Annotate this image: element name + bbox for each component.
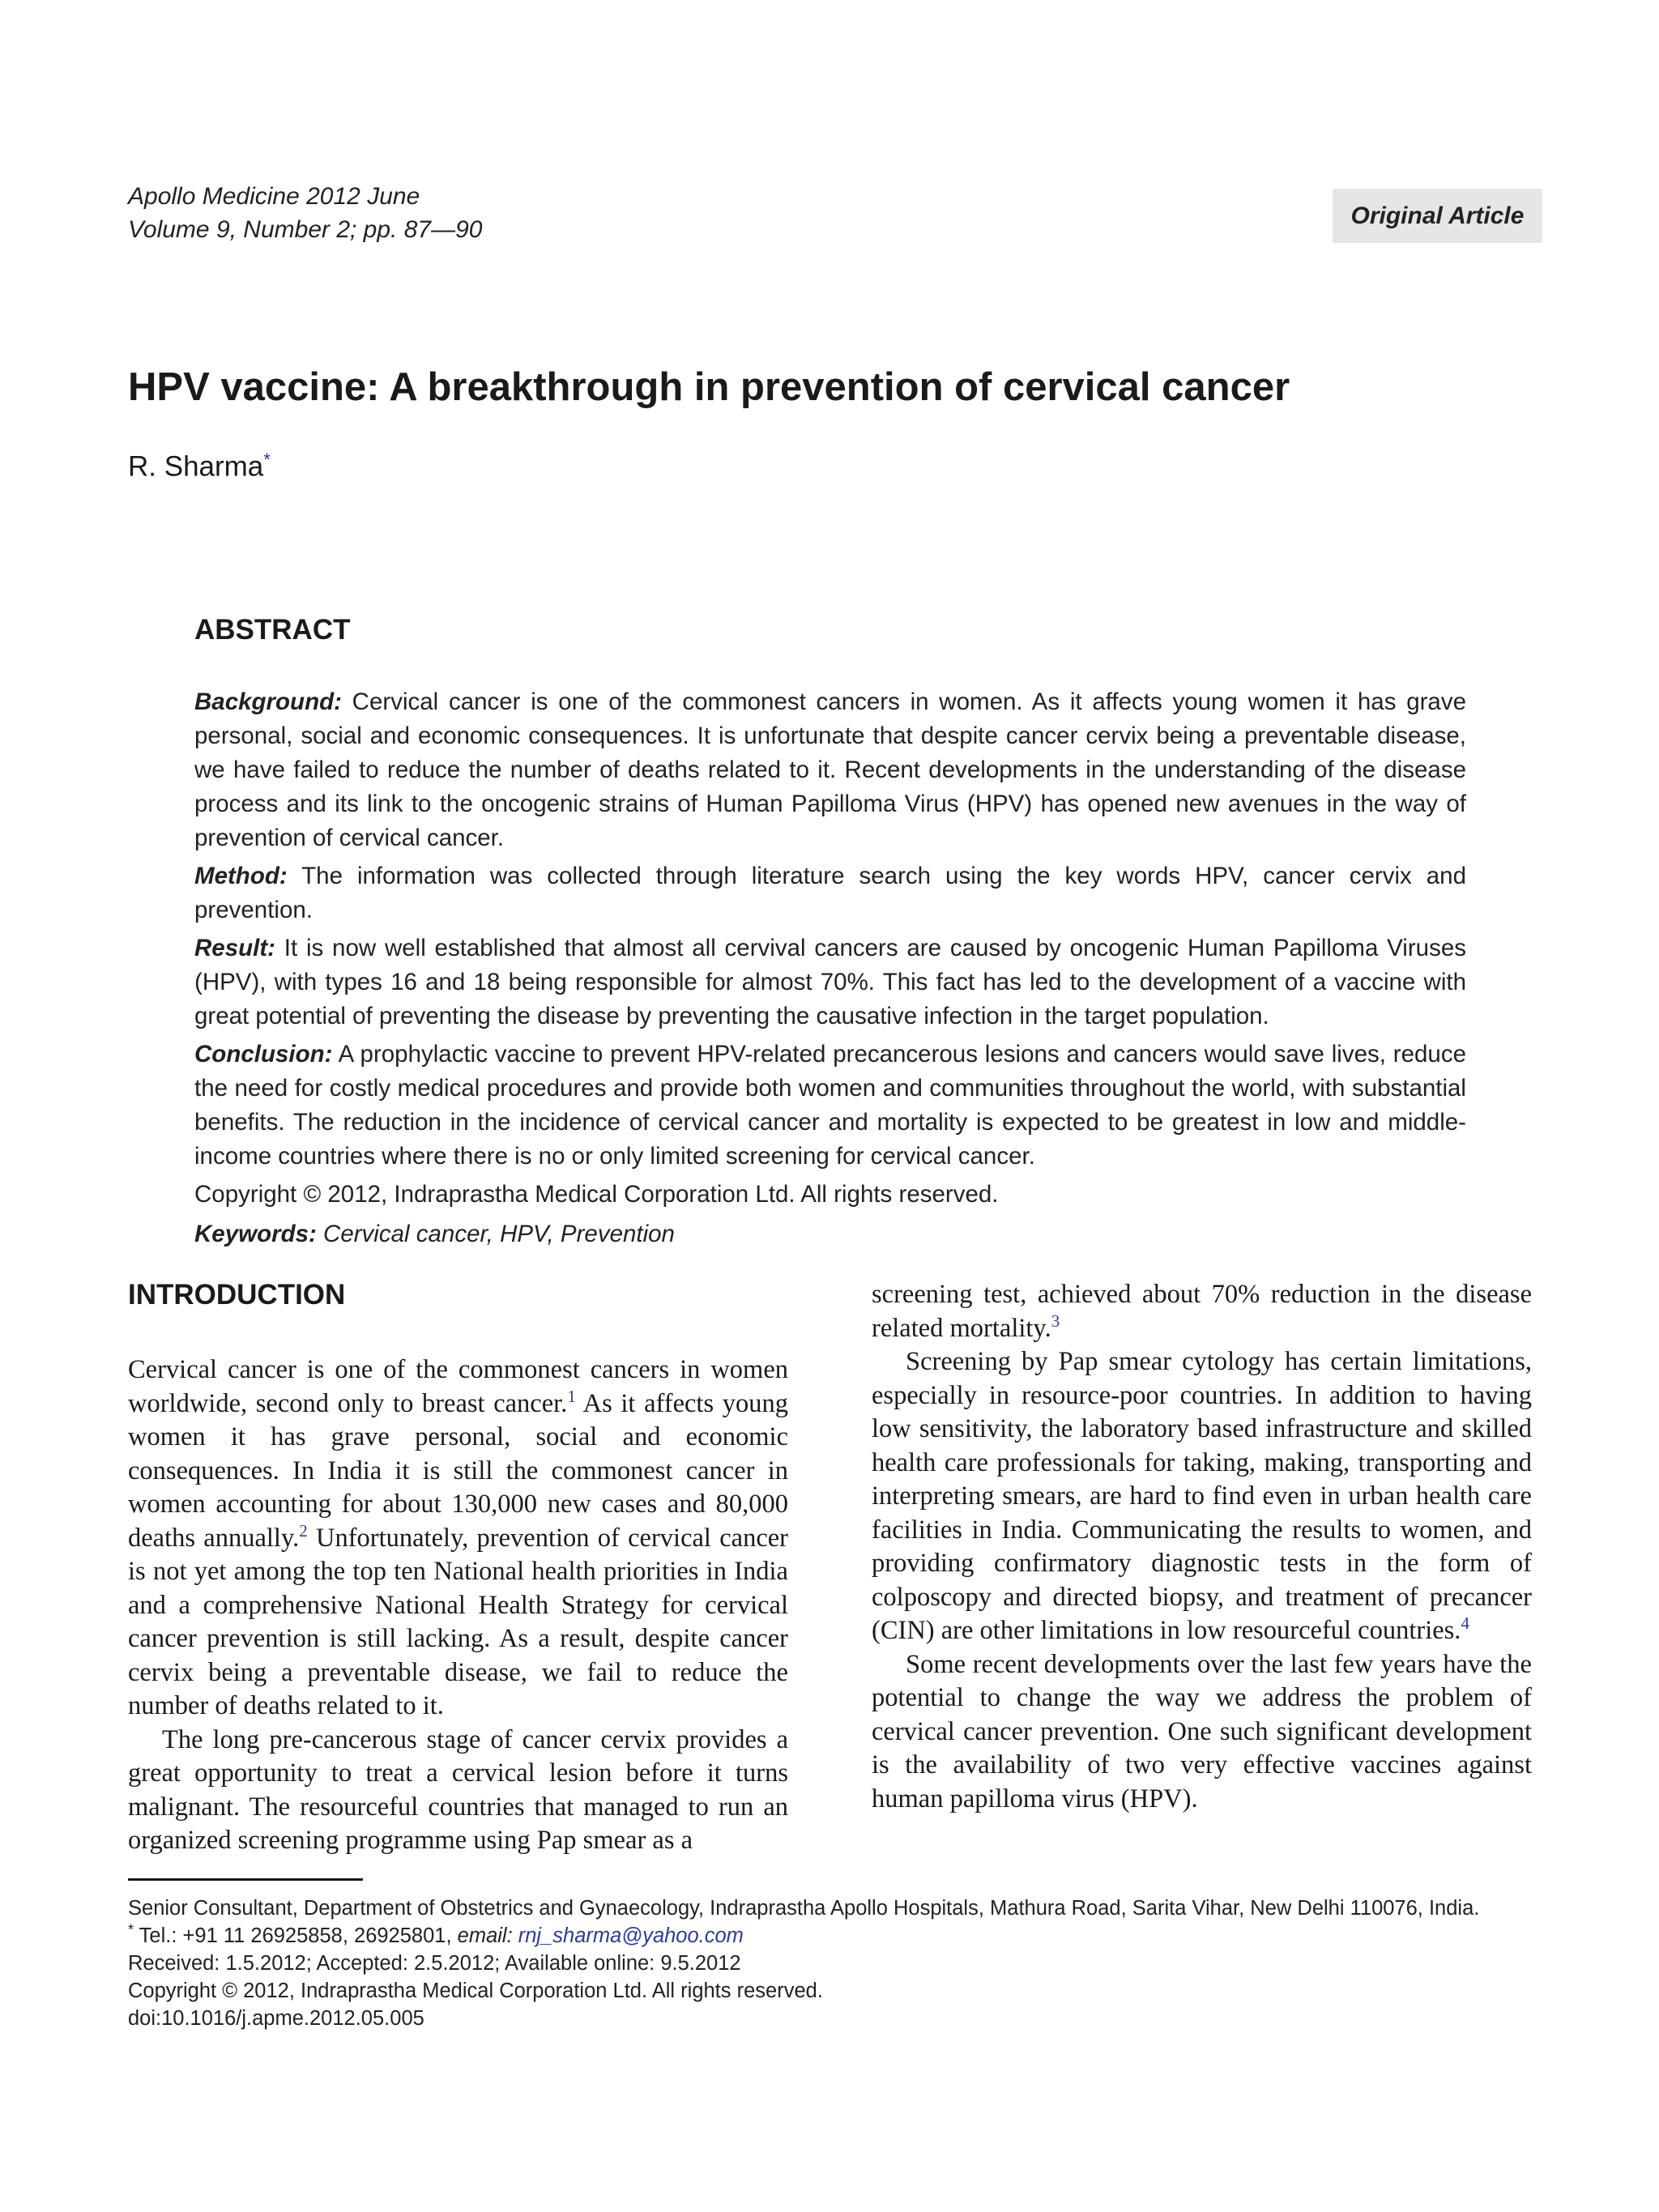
doi-link[interactable]: doi:10.1016/j.apme.2012.05.005 bbox=[128, 2007, 424, 2030]
citation-link[interactable]: 1 bbox=[567, 1386, 576, 1406]
abstract-method bbox=[194, 859, 1466, 927]
author-name: R. Sharma bbox=[128, 450, 264, 483]
email-label: email: bbox=[457, 1924, 513, 1947]
result-text: It is now well established that almost all cervival cancers are caused by oncogenic Human Papilloma Viruses (HPV), with types 16 and 18 being responsible for almost 70%. This fact has led to the development of a vaccine with great potential of preventing the disease by preventing the causative infection in the target population. bbox=[194, 935, 1466, 1029]
footnote-copyright: Copyright © 2012, Indraprastha Medical Corporation Ltd. All rights reserved. bbox=[128, 1980, 823, 2002]
method-label: Method: bbox=[194, 863, 288, 889]
article-type-badge: Original Article bbox=[1333, 189, 1542, 243]
telephone: Tel.: +91 11 26925858, 26925801, bbox=[134, 1924, 458, 1947]
intro-paragraph-2-continued bbox=[872, 1278, 1532, 1345]
background-label: Background: bbox=[194, 688, 342, 715]
keywords-text: Cervical cancer, HPV, Prevention bbox=[316, 1221, 675, 1247]
paragraph-text: Unfortunately, prevention of cervical cancer is not yet among the top ten National health priorities in India and a comprehensive National Health Strategy for cervical cancer prevention is still lacking. As a result, despite cancer cervix being a preventable disease, we fail to reduce the number of deaths related to it. bbox=[128, 1523, 788, 1720]
footnote-star: * bbox=[128, 1921, 134, 1938]
conclusion-label: Conclusion: bbox=[194, 1041, 333, 1068]
journal-citation bbox=[128, 180, 482, 246]
introduction-heading: INTRODUCTION bbox=[128, 1279, 346, 1311]
author-line bbox=[128, 450, 271, 484]
paragraph-text: As it affects young women it has grave personal, social and economic consequences. In India it is still the commonest cancer in women accounting for about 130,000 new cases and 80,000 deaths annually. bbox=[128, 1388, 788, 1553]
abstract bbox=[194, 614, 1466, 1257]
body-column-left bbox=[128, 1278, 788, 1858]
abstract-conclusion bbox=[194, 1038, 1466, 1174]
intro-paragraph-1 bbox=[128, 1353, 788, 1724]
author-footnote-mark[interactable]: * bbox=[263, 450, 271, 470]
paragraph-text: Screening by Pap smear cytology has certain limitations, especially in resource-poor countries. In addition to having low sensitivity, the laboratory based infrastructure and skilled health care professionals for taking, making, transporting and interpreting smears, are hard to find even in urban health care facilities in India. Communicating the results to women, and providing confirmatory diagnostic tests in the form of colposcopy and directed biopsy, and treatment of precancer (CIN) are other limitations in low resourceful countries. bbox=[872, 1347, 1532, 1645]
paragraph-text: Cervical cancer is one of the commonest cancers in women worldwide, second only to breast cancer. bbox=[128, 1355, 788, 1418]
author-affiliation: Senior Consultant, Department of Obstetrics and Gynaecology, Indraprastha Apollo Hospitals, Mathura Road, Sarita Vihar, New Delhi 110076, India. bbox=[128, 1897, 1480, 1920]
intro-paragraph-3 bbox=[872, 1345, 1532, 1648]
intro-paragraph-2 bbox=[128, 1724, 788, 1858]
citation-link[interactable]: 3 bbox=[1051, 1311, 1060, 1331]
paragraph-text: screening test, achieved about 70% reduction in the disease related mortality. bbox=[872, 1280, 1532, 1343]
abstract-keywords bbox=[194, 1217, 1466, 1251]
abstract-result bbox=[194, 931, 1466, 1034]
keywords-label: Keywords: bbox=[194, 1221, 317, 1247]
article-title: HPV vaccine: A breakthrough in prevention of cervical cancer bbox=[128, 365, 1290, 409]
result-label: Result: bbox=[194, 935, 275, 961]
abstract-background bbox=[194, 685, 1466, 855]
abstract-heading: ABSTRACT bbox=[194, 614, 351, 646]
contact-line bbox=[128, 1922, 1554, 1950]
background-text: Cervical cancer is one of the commonest cancers in women. As it affects young women it has grave personal, social and economic consequences. It is unfortunate that despite cancer cervix being a preventable disease, we have failed to reduce the number of deaths related to it. Recent developments in the understanding of the disease process and its link to the oncogenic strains of Human Papilloma Virus (HPV) has opened new avenues in the way of prevention of cervical cancer. bbox=[194, 688, 1466, 851]
body-column-right bbox=[872, 1278, 1532, 1816]
abstract-copyright: Copyright © 2012, Indraprastha Medical Corporation Ltd. All rights reserved. bbox=[194, 1181, 999, 1208]
conclusion-text: A prophylactic vaccine to prevent HPV-related precancerous lesions and cancers would save lives, reduce the need for costly medical procedures and provide both women and communities throughout the world, with substantial benefits. The reduction in the incidence of cervical cancer and mortality is expected to be greatest in low and middle-income countries where there is no or only limited screening for cervical cancer. bbox=[194, 1041, 1466, 1170]
footnotes bbox=[128, 1894, 1554, 2032]
journal-name: Apollo Medicine 2012 June bbox=[128, 183, 420, 210]
email-link[interactable]: rnj_sharma@yahoo.com bbox=[512, 1924, 744, 1947]
citation-link[interactable]: 2 bbox=[299, 1520, 308, 1541]
citation-link[interactable]: 4 bbox=[1461, 1613, 1469, 1634]
intro-paragraph-4: Some recent developments over the last few years have the potential to change the way we address the problem of cervical cancer prevention. One such significant development is the availability of two very effective vaccines against human papilloma virus (HPV). bbox=[872, 1649, 1532, 1813]
journal-volume: Volume 9, Number 2; pp. 87—90 bbox=[128, 216, 483, 243]
article-dates: Received: 1.5.2012; Accepted: 2.5.2012; Available online: 9.5.2012 bbox=[128, 1952, 741, 1975]
footnote-divider bbox=[128, 1878, 363, 1881]
method-text: The information was collected through literature search using the key words HPV, cancer cervix and prevention. bbox=[194, 863, 1466, 923]
paragraph-text: The long pre-cancerous stage of cancer cervix provides a great opportunity to treat a cervical lesion before it turns malignant. The resourceful countries that managed to run an organized screening programme using Pap smear as a bbox=[128, 1724, 788, 1855]
